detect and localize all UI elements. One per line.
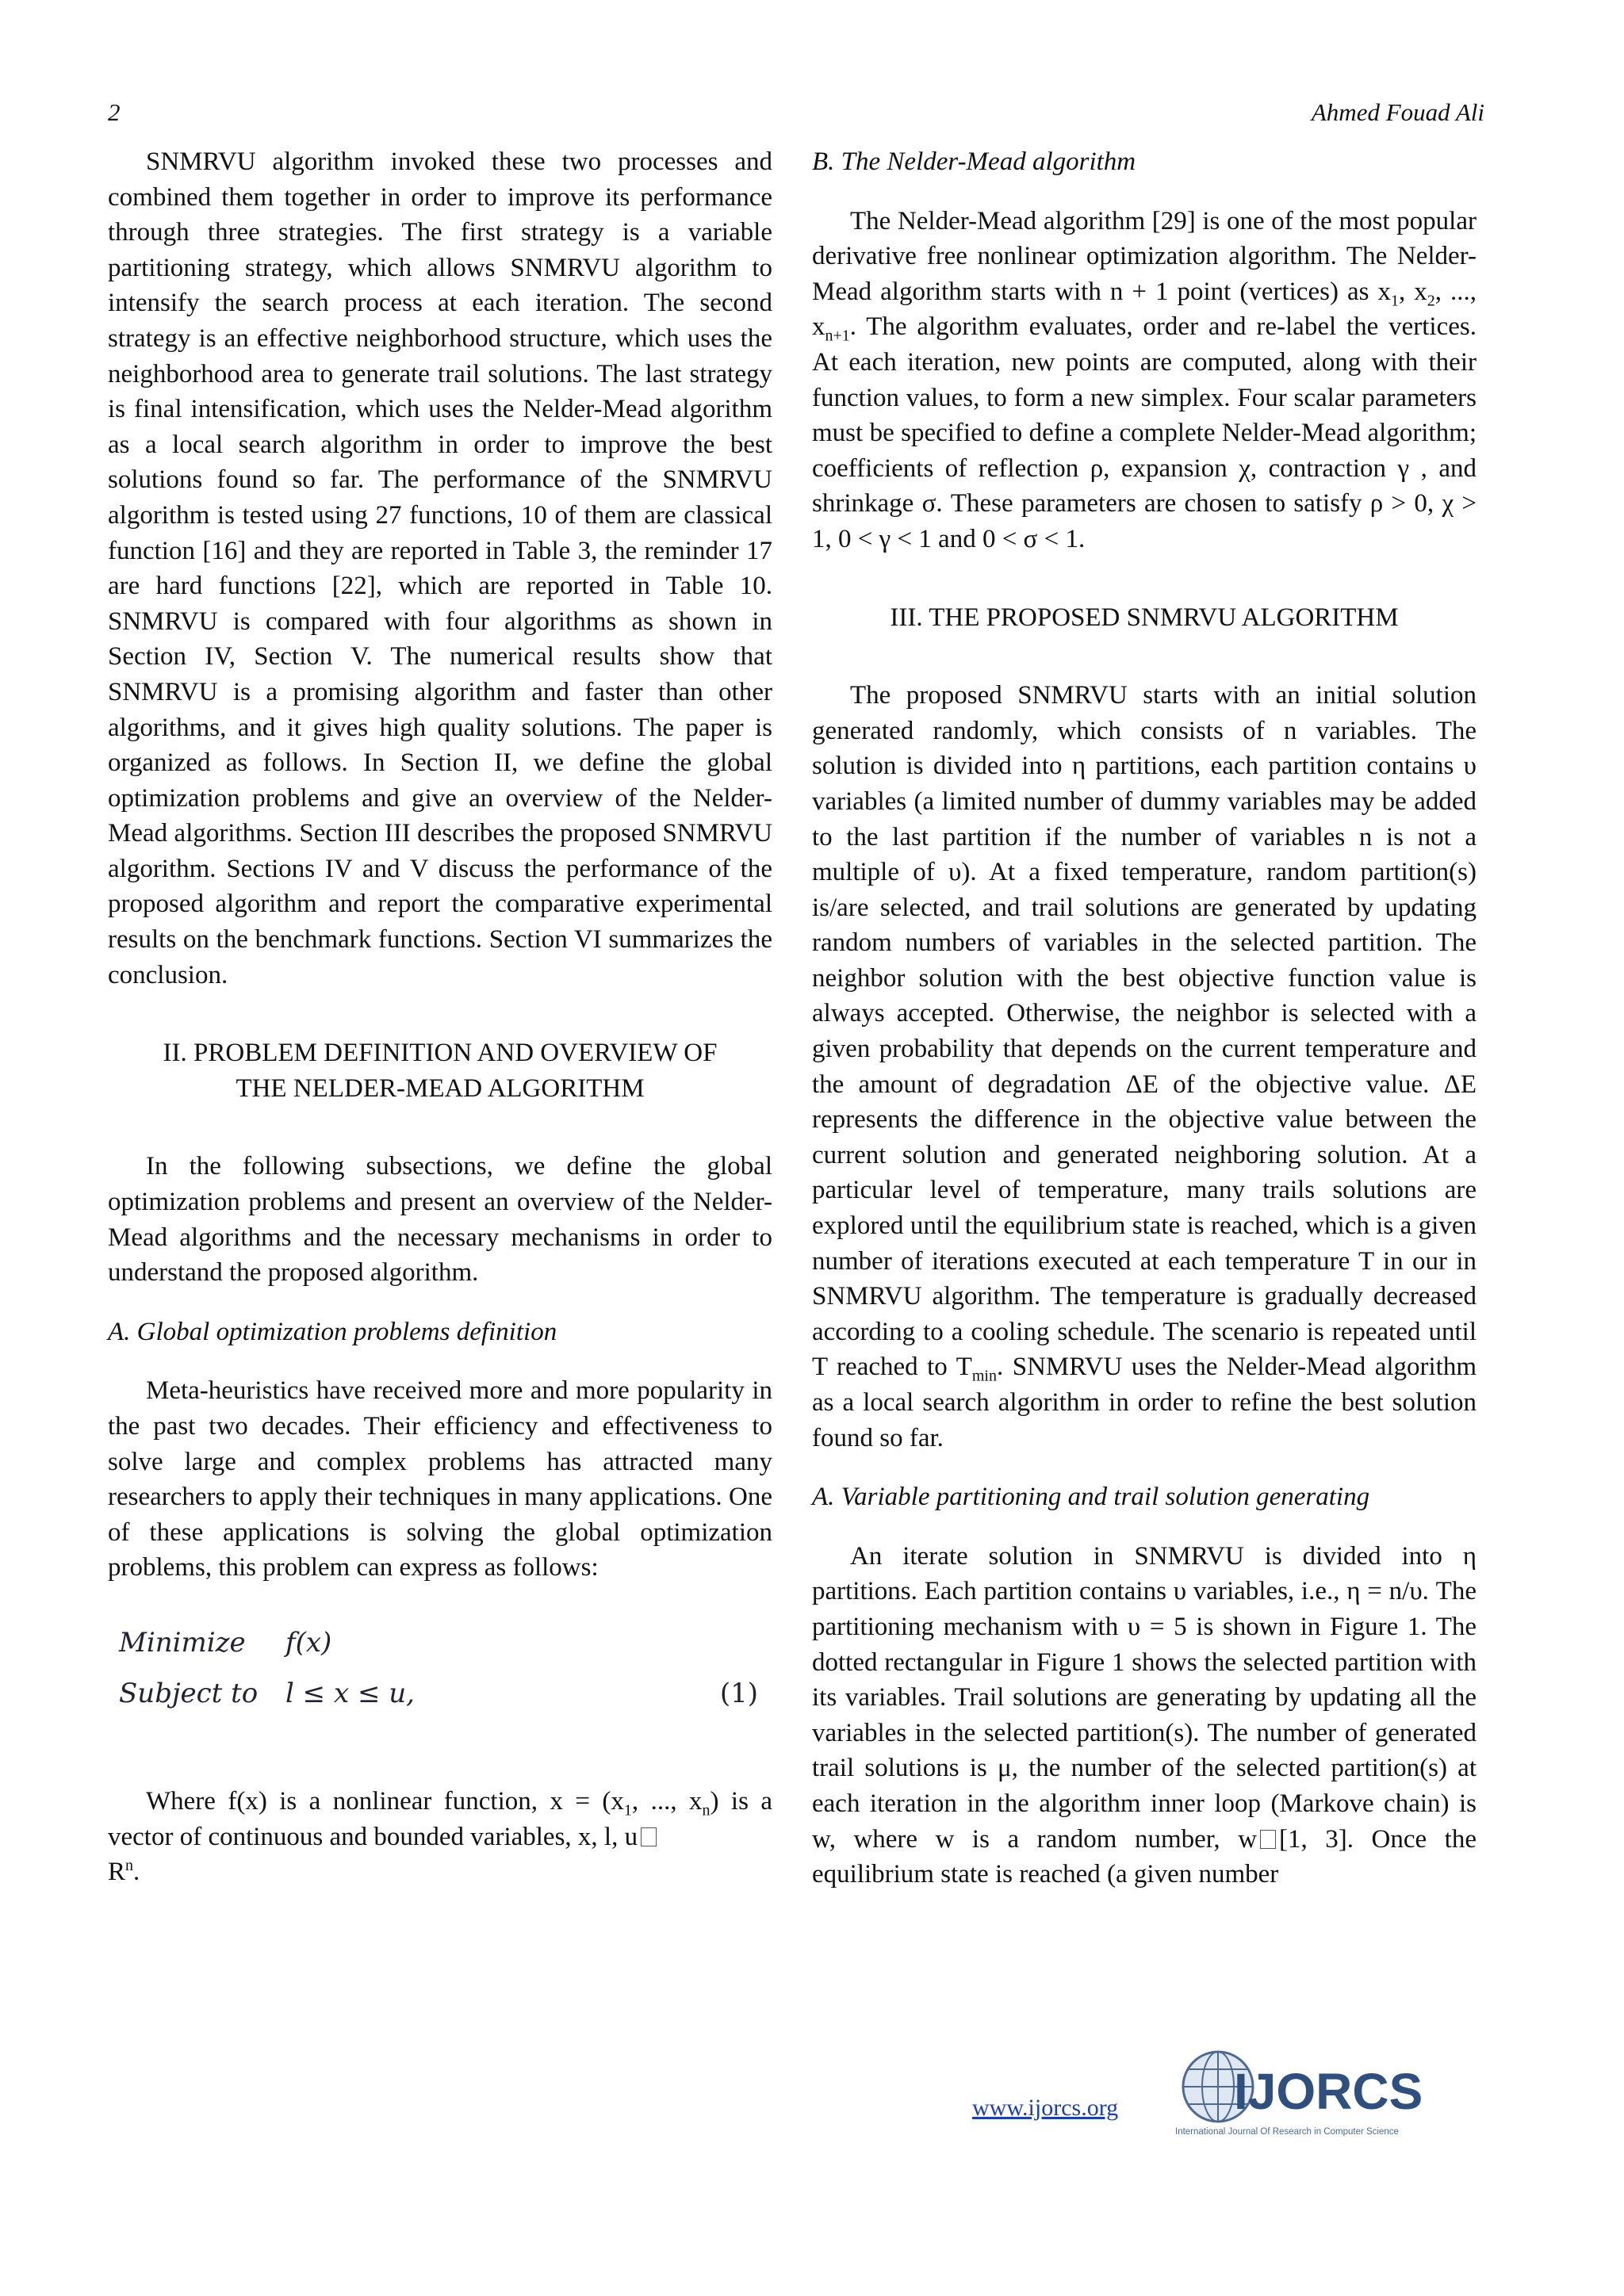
journal-link[interactable]: www.ijorcs.org (972, 2095, 1119, 2121)
logo-tagline: International Journal Of Research in Computer Science (1175, 2127, 1399, 2137)
eq-objective: f(x) (285, 1626, 332, 1659)
subsection-a3-heading: A. Variable partitioning and trail solution generating (812, 1483, 1370, 1512)
vp-text-2: [1, 3]. Once the equilibrium state is reached (a given number (812, 1824, 1477, 1889)
where-text-5: . (133, 1858, 140, 1887)
nm-text-1: The Nelder-Mead algorithm [29] is one of the most popular derivative free nonlinear optimization algorithm. The Nelder-Mead algorithm starts with n + 1 point (vertices) as x (812, 206, 1477, 306)
nelder-mead-paragraph (812, 204, 1477, 557)
where-sub-1: 1 (623, 1801, 632, 1820)
where-text-1: Where f(x) is a nonlinear function, x = (x (146, 1786, 624, 1816)
eq-minimize-label: Minimize (119, 1626, 246, 1659)
subsection-b-heading: B. The Nelder-Mead algorithm (812, 147, 1136, 176)
nm-text-2: , x (1398, 277, 1427, 306)
right-column (812, 144, 1477, 1892)
where-text-2: , ..., x (631, 1786, 703, 1816)
vp-text-1: An iterate solution in SNMRVU is divided into η partitions. Each partition contains υ variables, i.e., η = n/υ. The partitioning mechanism with υ = 5 is shown in Figure 1. The dotted rectangular in Figure 1 shows the selected partition with its variables. Trail solutions are generating by updating all the variables in the selected partition(s). The number of generated trail solutions is μ, the number of the selected partition(s) at each iteration in the algorithm inner loop (Markove chain) is w, where w is a random number, w (812, 1541, 1477, 1854)
s3-sub-min: min (971, 1368, 997, 1385)
partitioning-paragraph (812, 1539, 1477, 1892)
where-sub-n: n (702, 1801, 710, 1820)
running-author: Ahmed Fouad Ali (1311, 98, 1484, 126)
subsection-a-paragraph: Meta-heuristics have received more and more popularity in the past two decades. Their efficiency and effectiveness to solve large and complex problems has attracted many researchers to apply their techniques in many applications. One of these applications is solving the global optimization problems, this problem can express as follows: (108, 1376, 772, 1582)
ijorcs-logo (1172, 2045, 1473, 2141)
logo-wordmark: IJORCS (1234, 2063, 1423, 2120)
equation-1 (108, 1614, 772, 1749)
where-text-3: ) is a vector of continuous and bounded variables, x, l, u (108, 1786, 773, 1851)
nm-sub-3: n+1 (825, 327, 850, 345)
section-2-paragraph: In the following subsections, we define the global optimization problems and present an overview of the Nelder-Mead algorithms and the necessary mechanisms in order to understand the proposed algorithm. (108, 1152, 772, 1288)
where-sup-n: n (125, 1857, 134, 1875)
section-2-heading-line1: II. PROBLEM DEFINITION AND OVERVIEW OF (163, 1039, 718, 1068)
section-2-heading-line2: THE NELDER-MEAD ALGORITHM (236, 1073, 645, 1103)
eq-constraint: l ≤ x ≤ u, (285, 1677, 415, 1709)
s3-text-2: . SNMRVU uses the Nelder-Mead algorithm as a local search algorithm in order to refine the best solution found so far. (812, 1353, 1477, 1452)
nm-text-3: , ..., x (812, 277, 1477, 342)
nm-sub-2: 2 (1427, 292, 1435, 310)
where-paragraph (108, 1784, 772, 1890)
where-text-4: R (108, 1858, 126, 1887)
section-3-paragraph (812, 678, 1477, 1456)
missing-glyph-icon (1260, 1830, 1276, 1849)
eq-number: (1) (719, 1677, 758, 1709)
section-2-heading (108, 1035, 772, 1106)
eq-subject-label: Subject to (119, 1677, 259, 1709)
nm-sub-1: 1 (1390, 292, 1399, 310)
left-column (108, 144, 772, 1890)
missing-glyph-icon (641, 1827, 657, 1846)
nm-text-4: . The algorithm evaluates, order and re-label the vertices. At each iteration, new points are computed, along with their function values, to form a new simplex. Four scalar parameters must be specified to define a complete Nelder-Mead algorithm; coefficients of reflection ρ, expansion χ, contraction γ , and shrinkage σ. These parameters are chosen to satisfy ρ > 0, χ > 1, 0 < γ < 1 and 0 < σ < 1. (812, 312, 1477, 553)
page-number: 2 (108, 98, 121, 126)
subsection-a-heading: A. Global optimization problems definition (108, 1317, 557, 1346)
s3-text-1: The proposed SNMRVU starts with an initial solution generated randomly, which consists of n variables. The solution is divided into η partitions, each partition contains υ variables (a limited number of dummy variables may be added to the last partition if the number of variables n is not a multiple of υ). At a fixed temperature, random partition(s) is/are selected, and trail solutions are generated by updating random numbers of variables in the selected partition. The neighbor solution with the best objective function value is always accepted. Otherwise, the neighbor is selected with a given probability that depends on the current temperature and the amount of degradation ΔE of the objective value. ΔE represents the difference in the objective value between the current solution and generated neighboring solution. At a particular level of temperature, many trails solutions are explored until the equilibrium state is reached, which is a given number of iterations executed at each temperature T in our in SNMRVU algorithm. The temperature is gradually decreased according to a cooling schedule. The scenario is repeated until T reached to T (812, 681, 1477, 1382)
section-3-heading: III. THE PROPOSED SNMRVU ALGORITHM (890, 603, 1399, 632)
intro-paragraph: SNMRVU algorithm invoked these two processes and combined them together in order to improve its performance through three strategies. The first strategy is a variable partitioning strategy, which allows SNMRVU algorithm to intensify the search process at each iteration. The second strategy is an effective neighborhood structure, which uses the neighborhood area to generate trail solutions. The last strategy is final intensification, which uses the Nelder-Mead algorithm as a local search algorithm in order to improve the best solutions found so far. The performance of the SNMRVU algorithm is tested using 27 functions, 10 of them are classical function [16] and they are reported in Table 3, the reminder 17 are hard functions [22], which are reported in Table 10. SNMRVU is compared with four algorithms as shown in Section IV, Section V. The numerical results show that SNMRVU is a promising algorithm and faster than other algorithms, and it gives high quality solutions. The paper is organized as follows. In Section II, we define the global optimization problems and give an overview of the Nelder-Mead algorithms. Section III describes the proposed SNMRVU algorithm. Sections IV and V discuss the performance of the proposed algorithm and report the comparative experimental results on the benchmark functions. Section VI summarizes the conclusion. (108, 147, 772, 989)
